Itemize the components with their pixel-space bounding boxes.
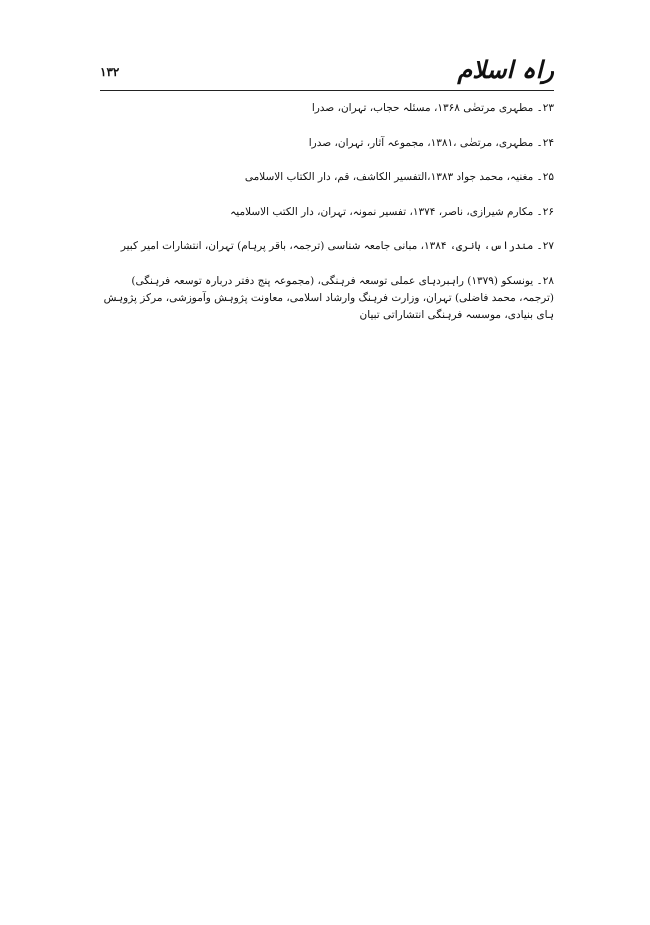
- reference-item: ۲۵۔ مغنیہ، محمد جواد ۱۳۸۳،التفسیر الکاشف، قم، دار الکتاب الاسلامی: [244, 171, 554, 183]
- header-divider: [100, 90, 554, 91]
- reference-item: ۲۳۔ مطہری مرتضٰی ۱۳۶۸، مسئلہ حجاب، تہران، صدرا: [311, 102, 554, 114]
- reference-list: [96, 100, 554, 324]
- reference-item: ۲۶۔ مکارم شیرازی، ناصر، ۱۳۷۴، تفسیر نمونہ، تہران، دار الکتب الاسلامیہ: [230, 205, 554, 218]
- page-header: [100, 54, 554, 90]
- reference-item: ۲۷۔ مندراس، ہانری، ۱۳۸۴، مبانی جامعہ شناسی (ترجمہ، باقر پرہام) تہران، انتشارات امیر کبیر: [120, 240, 554, 252]
- reference-item: ۲۸۔ یونسکو (۱۳۷۹) راہبردہای عملی توسعہ فرہنگی، (مجموعہ پنج دفتر دربارہ توسعہ فرہنگی) (ترجمہ، محمد فاضلی) تہران، وزارت فرہنگ وارشاد اسلامی، معاونت پژوہش وآموزشی، مرکز پژوہش ہای بنیادی، موسسہ فرہنگی انتشاراتی تبیان: [103, 274, 554, 321]
- page-number: ۱۳۲: [100, 65, 120, 79]
- journal-title: راہ اسلام: [457, 55, 554, 84]
- reference-item: ۲۴۔ مطہری، مرتضٰی ،۱۳۸۱، مجموعہ آثار، تہران، صدرا: [308, 136, 554, 149]
